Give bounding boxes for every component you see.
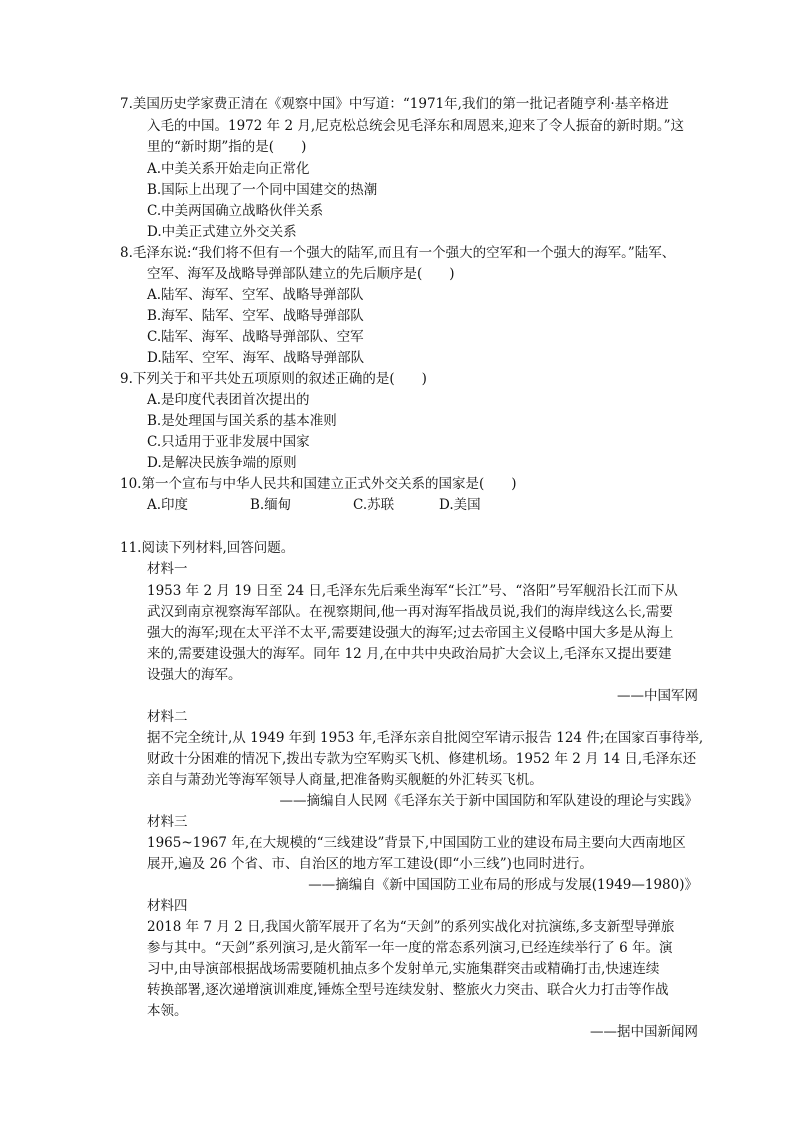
q9-option-b: B.是处理国与国关系的基本准则 xyxy=(147,413,337,429)
q11-stem: 11.阅读下列材料,回答问题。 xyxy=(120,540,295,556)
material-2-line: 亲自与萧劲光等海军领导人商量,把准备购买舰艇的外汇转买飞机。 xyxy=(147,772,543,788)
q8-option-c: C.陆军、海军、战略导弹部队、空军 xyxy=(147,329,364,345)
material-2-source: ——摘编自人民网《毛泽东关于新中国国防和军队建设的理论与实践》 xyxy=(279,793,698,809)
q7-option-d: D.中美正式建立外交关系 xyxy=(147,224,297,240)
q10-option-a: A.印度 xyxy=(147,497,189,513)
q9-option-c: C.只适用于亚非发展中国家 xyxy=(147,434,310,450)
q10-options xyxy=(147,495,481,515)
material-2-heading: 材料二 xyxy=(147,709,188,725)
q9-stem: 9.下列关于和平共处五项原则的叙述正确的是( ) xyxy=(120,371,427,387)
material-1-source: ——中国军网 xyxy=(617,688,698,704)
material-1-line: 武汉到南京视察海军部队。在视察期间,他一再对海军指战员说,我们的海岸线这么长,需要 xyxy=(147,604,673,620)
q10-option-c: C.苏联 xyxy=(353,497,395,513)
q7-option-c: C.中美两国确立战略伙伴关系 xyxy=(147,203,324,219)
q8-option-a: A.陆军、海军、空军、战略导弹部队 xyxy=(147,287,364,303)
material-1-line: 来的,需要建设强大的海军。同年 12 月,在中共中央政治局扩大会议上,毛泽东又提出要建 xyxy=(147,646,672,662)
q8-option-d: D.陆军、空军、海军、战略导弹部队 xyxy=(147,350,365,366)
q9-option-a: A.是印度代表团首次提出的 xyxy=(147,392,310,408)
material-4-line: 转换部署,逐次递增演训难度,锤炼全型号连续发射、整旅火力突击、联合火力打击等作战 xyxy=(147,982,669,998)
q7-stem-line-2: 入毛的中国。1972 年 2 月,尼克松总统会见毛泽东和周恩来,迎来了令人振奋的新时期。”这 xyxy=(147,118,685,134)
material-4-source: ——据中国新闻网 xyxy=(590,1024,698,1040)
q7-stem-line-1: 7.美国历史学家费正清在《观察中国》中写道：“1971年,我们的第一批记者随亨利·基辛格进 xyxy=(120,96,669,112)
q8-stem-line-1: 8.毛泽东说:“我们将不但有一个强大的陆军,而且有一个强大的空军和一个强大的海军。”陆军、 xyxy=(120,245,676,261)
q10-option-b: B.缅甸 xyxy=(250,497,292,513)
q7-option-a: A.中美关系开始走向正常化 xyxy=(147,161,310,177)
material-2-line: 财政十分困难的情况下,拨出专款为空军购买飞机、修建机场。1952 年 2 月 14 日,毛泽东还 xyxy=(147,751,697,767)
q8-option-b: B.海军、陆军、空军、战略导弹部队 xyxy=(147,308,364,324)
q9-option-d: D.是解决民族争端的原则 xyxy=(147,455,297,471)
material-4-line: 2018 年 7 月 2 日,我国火箭军展开了名为“天剑”的系列实战化对抗演练,多支新型导弹旅 xyxy=(147,919,675,935)
material-4-heading: 材料四 xyxy=(147,898,188,914)
material-4-line: 本领。 xyxy=(147,1003,188,1019)
material-3-heading: 材料三 xyxy=(147,814,188,830)
material-3-line: 1965~1967 年,在大规模的“三线建设”背景下,中国国防工业的建设布局主要向大西南地区 xyxy=(147,835,686,851)
material-3-source: ——摘编自《新中国国防工业布局的形成与发展(1949—1980)》 xyxy=(308,877,698,893)
material-1-line: 设强大的海军。 xyxy=(147,667,242,683)
material-4-line: 参与其中。“天剑”系列演习,是火箭军一年一度的常态系列演习,已经连续举行了 6 年。演 xyxy=(147,940,673,956)
q8-stem-line-2: 空军、海军及战略导弹部队建立的先后顺序是( ) xyxy=(147,266,455,282)
material-1-heading: 材料一 xyxy=(147,561,188,577)
q7-stem-line-3: 里的“新时期”指的是( ) xyxy=(147,139,307,155)
material-1-line: 1953 年 2 月 19 日至 24 日,毛泽东先后乘坐海军“长江”号、“洛阳”号军舰沿长江而下从 xyxy=(147,583,678,599)
material-4-line: 习中,由导演部根据战场需要随机抽点多个发射单元,实施集群突击或精确打击,快速连续 xyxy=(147,961,660,977)
material-1-line: 强大的海军;现在太平洋不太平,需要建设强大的海军;过去帝国主义侵略中国大多是从海上 xyxy=(147,625,674,641)
material-2-line: 据不完全统计,从 1949 年到 1953 年,毛泽东亲自批阅空军请示报告 124 件;在国家百事待举, xyxy=(147,730,704,746)
q7-option-b: B.国际上出现了一个同中国建交的热潮 xyxy=(147,182,378,198)
q10-option-d: D.美国 xyxy=(439,497,481,513)
q10-stem: 10.第一个宣布与中华人民共和国建立正式外交关系的国家是( ) xyxy=(120,476,517,492)
material-3-line: 展开,遍及 26 个省、市、自治区的地方军工建设(即“小三线”)也同时进行。 xyxy=(147,856,593,872)
